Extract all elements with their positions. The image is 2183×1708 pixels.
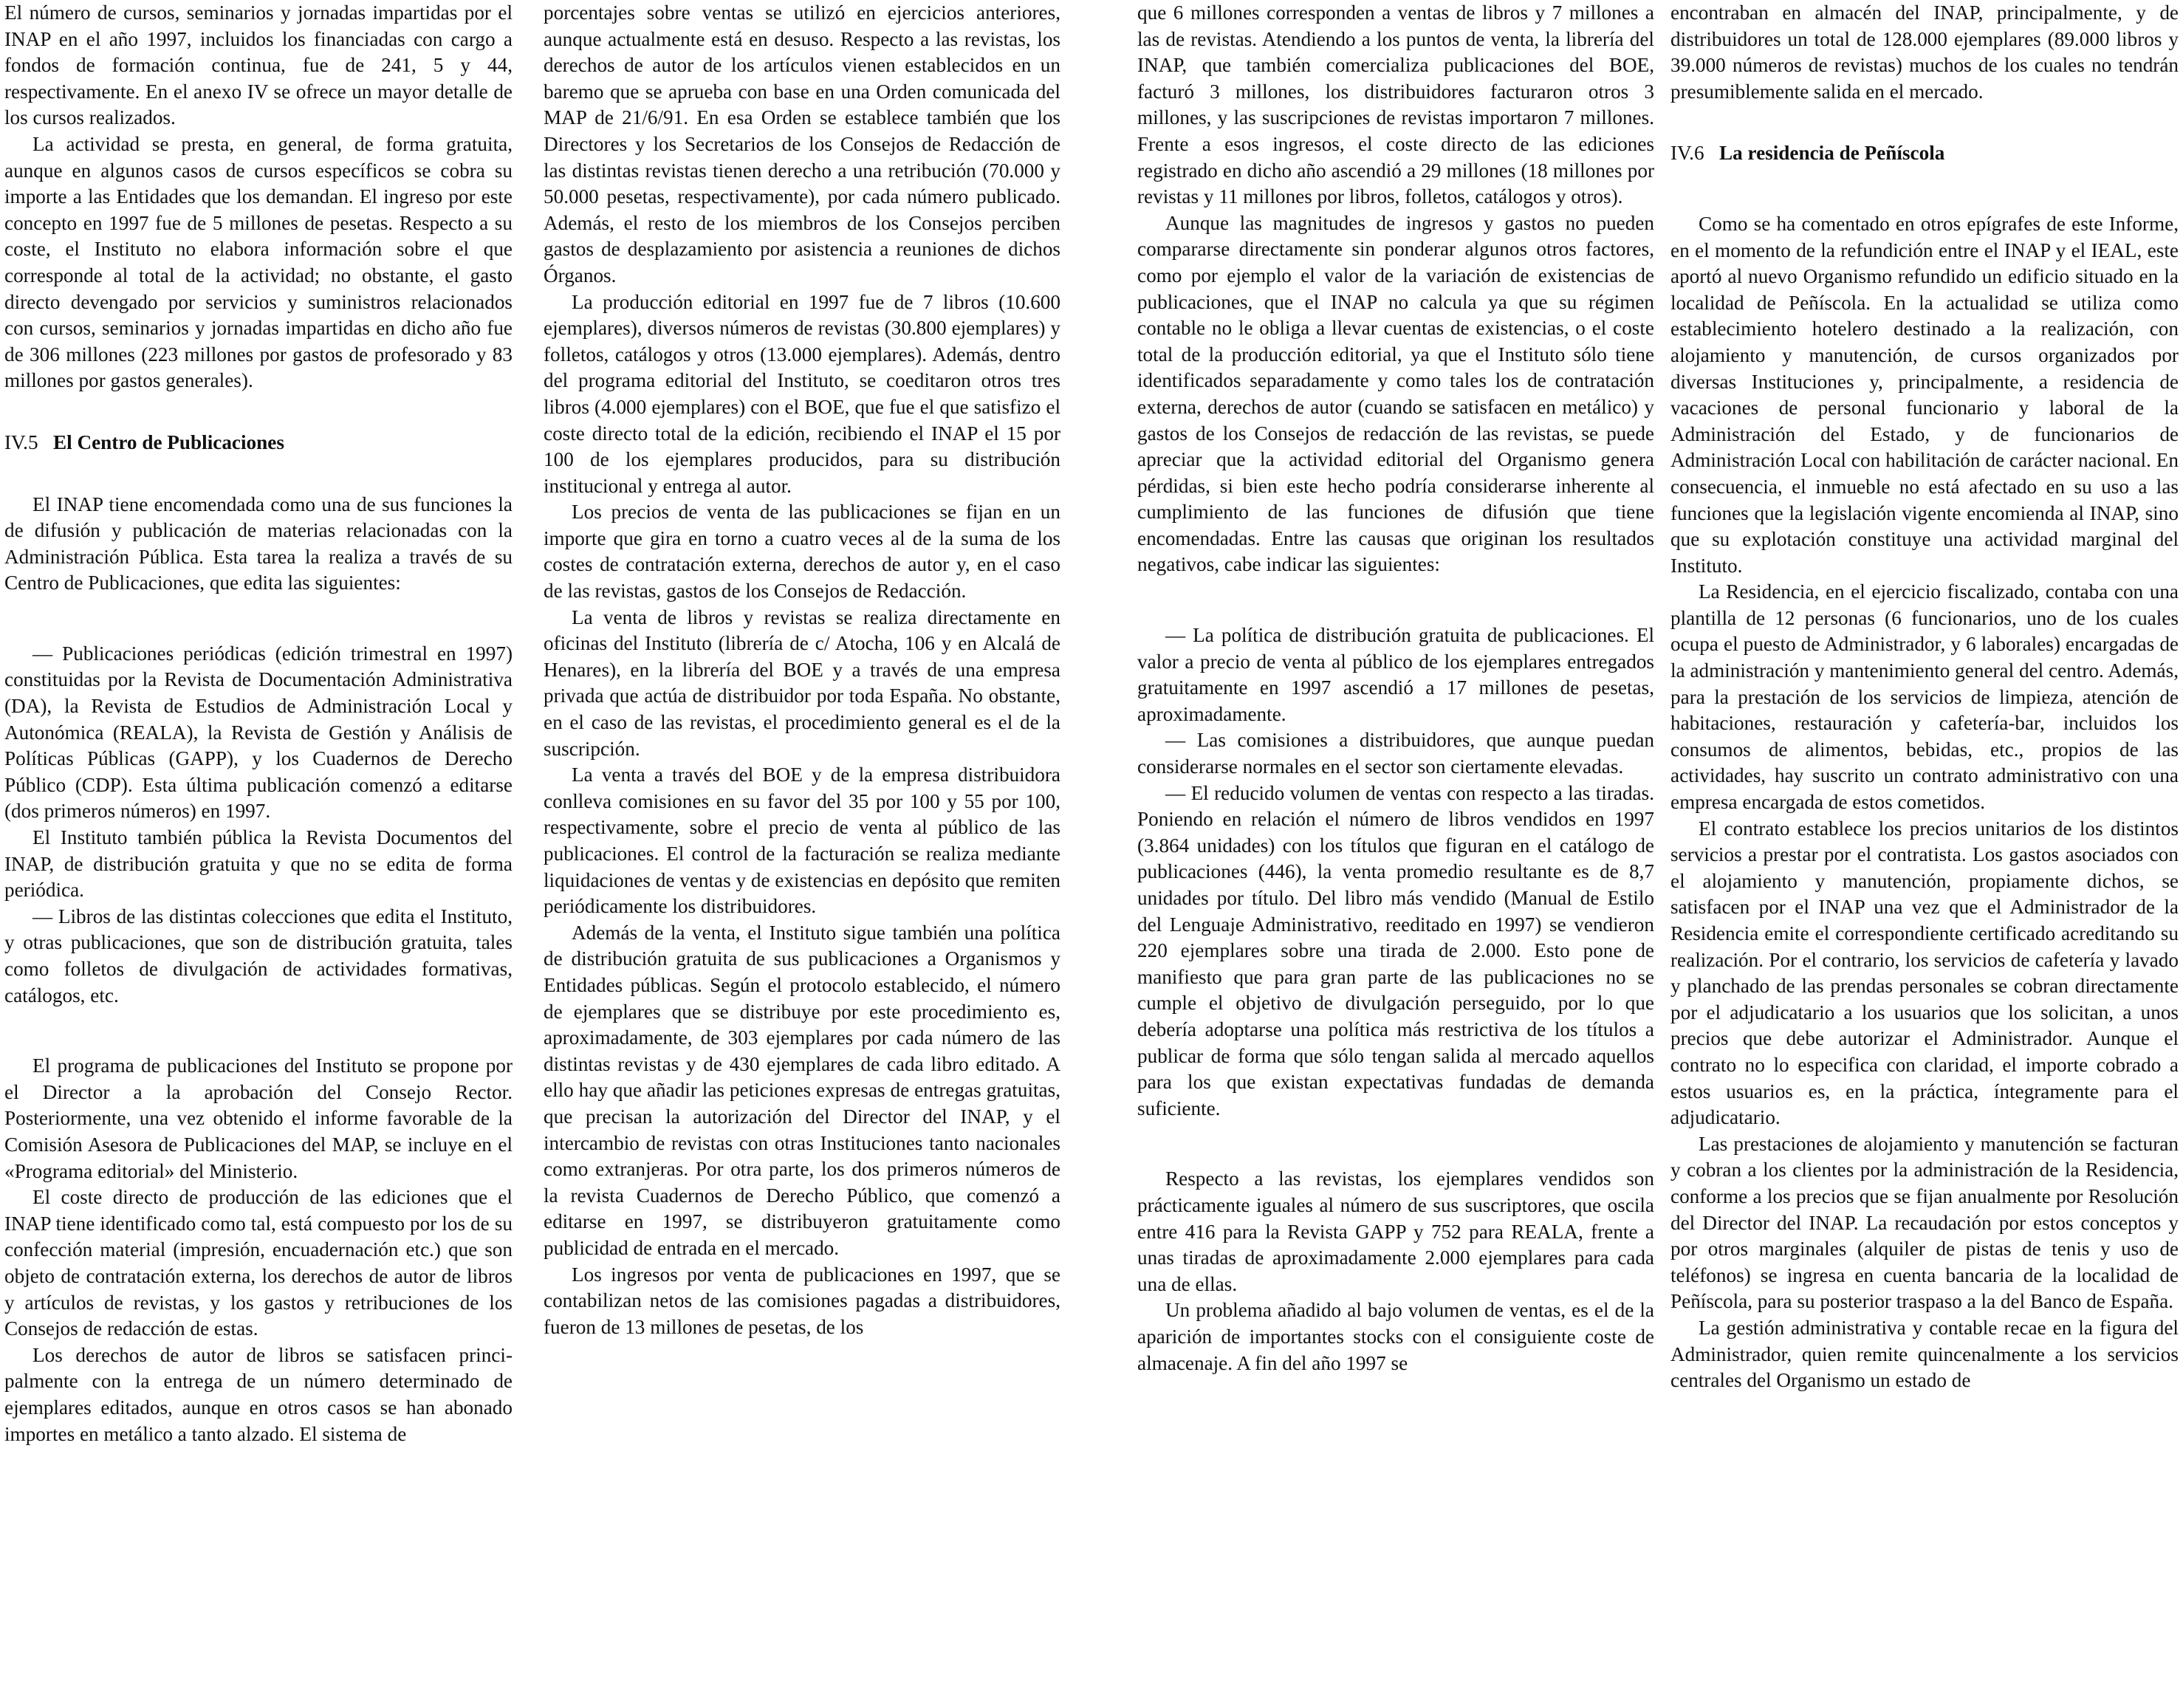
section-heading	[4, 430, 513, 456]
spacer	[1137, 1122, 1654, 1166]
paragraph: — Las comisiones a distribuidores, que aunque puedan considerarse normales en el sector son ciertamente elevadas.	[1137, 729, 1654, 778]
paragraph: El número de cursos, seminarios y jornadas impartidas por el INAP en el año 1997, incluidos los financiadas con cargo a fondos de formación continua, fue de 241, 5 y 44, respectivamente. En el anexo IV se ofrece un mayor detalle de los cursos realizados.	[4, 1, 513, 129]
paragraph: Aunque las magnitudes de ingresos y gastos no pueden compararse directamente sin ponderar algunos otros factores, como por ejemplo el valor de la variación de existencias de publicaciones, que el INAP no calcula ya que su régimen contable no le obliga a llevar cuentas de existencias, o el coste total de la producción editorial, ya que el Instituto sólo tiene identificados separadamente y como tales los de contratación externa, derechos de autor (cuando se satisfacen en metálico) y gastos de los Consejos de redacción de las revistas, se puede apreciar que la actividad editorial del Organismo genera pérdidas, si bien este hecho podría considerarse inherente al cumplimiento de las funciones de difusión que tiene encomendadas. Entre las causas que originan los resultados negativos, cabe indicar las siguientes:	[1137, 211, 1654, 576]
spacer	[1137, 578, 1654, 623]
paragraph: Respecto a las revistas, los ejemplares vendidos son prácticamente iguales al número de sus suscriptores, que oscila entre 416 para la Revista GAPP y 752 para REALA, frente a unas tiradas de aproximadamente 2.000 ejemplares para cada una de ellas.	[1137, 1167, 1654, 1295]
text-column-4	[1670, 0, 2179, 1708]
paragraph: El Instituto también pública la Revista Documentos del INAP, de distribución gratuita y que no se edita de forma periódica.	[4, 826, 513, 902]
paragraph: La Residencia, en el ejercicio fiscalizado, contaba con una plantilla de 12 personas (6 funcionarios, uno de los cuales ocupa el puesto de Administrador, y 6 laborales) encargadas de la administración y mantenimiento general del centro. Además, para la prestación de los servicios de limpieza, atención de habitaciones, restauración y cafetería-bar, incluidos los consumos de alimentos, bebidas, etc., propios de las actividades, hay suscrito un contrato administrativo con una empresa encargada de estos cometidos.	[1670, 580, 2179, 814]
text-column-2	[544, 0, 1060, 1708]
paragraph: — La política de distribución gratuita de publicaciones. El valor a precio de venta al público de los ejemplares entregados gratuitamente en 1997 ascendió a 17 millones de pesetas, aproximadamente.	[1137, 624, 1654, 725]
paragraph: — Libros de las distintas colecciones que edita el Instituto, y otras publicaciones, que son de distribución gratuita, tales como folletos de divulgación de actividades formativas, catálogos, etc.	[4, 905, 513, 1006]
paragraph: La actividad se presta, en general, de forma gratuita, aunque en algunos casos de cursos específicos se cobra su importe a las Entidades que los demandan. El ingreso por este concepto en 1997 fue de 5 millones de pesetas. Respecto a su coste, el Instituto no elabora información sobre el que corresponde al total de la actividad; no obstante, el gasto directo devengado por servicios y suministros relacionados con cursos, seminarios y jornadas impartidas en dicho año fue de 306 millones (223 millones por gastos de profesorado y 83 millones por gastos generales).	[4, 132, 513, 392]
paragraph: Los ingresos por venta de publicaciones en 1997, que se contabilizan netos de las comisiones pagadas a distribuidores, fueron de 13 millones de pesetas, de los	[544, 1263, 1060, 1338]
paragraph: Además de la venta, el Instituto sigue también una política de distribución gratuita de sus publicaciones a Organismos y Entidades públicas. Según el protocolo establecido, el número de ejemplares que se distribuye por este procedimiento es, aproximadamente, de 303 ejemplares por cada número de las distintas revistas y de 430 ejemplares de cada libro editado. A ello hay que añadir las peticiones expresas de entregas gratuitas, que precisan la autorización del Director del INAP, y el intercambio de revistas con otras Instituciones tanto nacionales como extranjeras. Por otra parte, los dos primeros números de la revista Cuadernos de Derecho Público, que comenzó a editarse en 1997, se distribuyeron gratuitamente como publicidad de entrada en el mercado.	[544, 921, 1060, 1259]
paragraph: porcentajes sobre ventas se utilizó en ejercicios anteriores, aunque actualmente está en desuso. Respecto a las revistas, los derechos de autor de los artículos vienen establecidos en un baremo que se aprueba con base en una Orden comunicada del MAP de 21/6/91. En esa Orden se establece también que los Directores y los Secretarios de los Consejos de Redacción de las distintas revistas tienen derecho a una retribución (70.000 y 50.000 pesetas, respectivamente), por cada número publicado. Además, el resto de los miembros de los Consejos perciben gastos de desplazamiento por asistencia a reuniones de dichos Órganos.	[544, 1, 1060, 287]
paragraph: El coste directo de producción de las ediciones que el INAP tiene identificado como tal, está compuesto por los de su confección material (impresión, encuadernación etc.) que son objeto de contratación externa, los derechos de autor de libros y artículos de revistas, y los gastos y retribuciones de los Consejos de redacción de estas.	[4, 1186, 513, 1340]
paragraph: La producción editorial en 1997 fue de 7 libros (10.600 ejemplares), diversos números de revistas (30.800 ejemplares) y folletos, catálogos y otros (13.000 ejemplares). Además, dentro del programa editorial del Instituto, se coeditaron otros tres libros (4.000 ejemplares) con el BOE, que fue el que satisfizo el coste directo total de la edición, recibiendo el INAP el 15 por 100 de los ejemplares producidos, para su distribución institucional y entrega al autor.	[544, 290, 1060, 497]
paragraph: — El reducido volumen de ventas con respecto a las tiradas. Poniendo en relación el número de libros vendidos en 1997 (3.864 unidades) con los títulos que figuran en el catálogo de publicaciones (446), la venta promedio resultante es de 8,7 unidades por título. Del libro más vendido (Manual de Estilo del Lenguaje Administrativo, reeditado en 1997) se vendieron 220 ejemplares sobre una tirada de 2.000. Esto pone de manifiesto que para gran parte de las publicaciones no se cumple el objetivo de divulgación perseguido, por lo que debería adoptarse una política más restrictiva de los títulos a publicar de forma que sólo tengan salida al mercado aquellos para los que existan expectativas fundadas de demanda suficiente.	[1137, 781, 1654, 1119]
paragraph: La gestión administrativa y contable recae en la figura del Administrador, quien remite quincenalmente a los servicios centrales del Organismo un estado de	[1670, 1316, 2179, 1392]
paragraph: La venta a través del BOE y de la empresa distribuidora conlleva comisiones en su favor del 35 por 100 y 55 por 100, respectivamente, sobre el precio de venta al público de las publicaciones. El control de la facturación se realiza mediante liquidaciones de ventas y de existencias en depósito que remiten periódicamente los distribuidores.	[544, 764, 1060, 918]
spacer	[4, 456, 513, 492]
paragraph: La venta de libros y revistas se realiza directamente en oficinas del Instituto (librería de c/ Atocha, 106 y en Alcalá de Henares), en la librería del BOE y a través de una empresa privada que actúa de distribuidor por toda España. No obstante, en el caso de las revistas, el procedimiento general es el de la suscripción.	[544, 606, 1060, 760]
paragraph: El programa de publicaciones del Instituto se propone por el Director a la aprobación del Consejo Rector. Posteriormente, una vez obtenido el informe favorable de la Comisión Asesora de Publicaciones del MAP, se incluye en el «Programa editorial» del Ministerio.	[4, 1054, 513, 1182]
text-column-1	[4, 0, 513, 1708]
paragraph: — Publicaciones periódicas (edición trimestral en 1997) constituidas por la Revista de Documentación Administrativa (DA), la Revista de Estudios de Administración Local y Autonómica (REALA), la Revista de Gestión y Análisis de Políticas Públicas (GAPP), y los Cuadernos de Derecho Público (CDP). Esta última publicación comenzó a editarse (dos primeros números) en 1997.	[4, 642, 513, 823]
section-number: IV.6	[1670, 142, 1704, 165]
section-number: IV.5	[4, 431, 38, 453]
paragraph: El INAP tiene encomendada como una de sus funciones la de difusión y publicación de materias relacionadas con la Administración Pública. Esta tarea la realiza a través de su Centro de Publicaciones, que edita las siguientes:	[4, 493, 513, 594]
paragraph: Los precios de venta de las publicaciones se fijan en un importe que gira en torno a cuatro veces al de la suma de los costes de contratación externa, derechos de autor y, en el caso de las revistas, gastos de los Consejos de Redacción.	[544, 501, 1060, 603]
paragraph: Los derechos de autor de libros se satisfacen principalmente con la entrega de un número determinado de ejemplares editados, aunque en otros casos se han abonado importes en metálico a tanto alzado. El sistema de	[4, 1343, 513, 1445]
paragraph: El contrato establece los precios unitarios de los distintos servicios a prestar por el contratista. Los gastos asociados con el alojamiento y manutención, propiamente dichos, se satisfacen por el INAP una vez que el Administrador de la Residencia emite el correspondiente certificado acreditando su realización. Por el contrario, los servicios de cafetería y lavado y planchado de las prendas personales se cobran directamente por el adjudicatario a los usuarios que los solicitan, a unos precios que debe autorizar el Administrador. Aunque el contrato no lo especifica con claridad, el importe cobrado a estos usuarios es, en la práctica, íntegramente para el adjudicatario.	[1670, 817, 2179, 1129]
paragraph: Un problema añadido al bajo volumen de ventas, es el de la aparición de importantes stocks con el consiguiente coste de almacenaje. A fin del año 1997 se	[1137, 1299, 1654, 1374]
text-column-3	[1137, 0, 1654, 1708]
section-heading	[1670, 140, 2179, 167]
paragraph: Como se ha comentado en otros epígrafes de este Informe, en el momento de la refundición entre el INAP y el IEAL, este aportó al nuevo Organismo refundido un edificio situado en la localidad de Peñíscola. En la actualidad se utiliza como establecimiento hotelero destinado a la realización, con alojamiento y manutención, de cursos organizados por diversas Instituciones y, principalmente, a residencia de vacaciones de personal funcionario y laboral de la Administración del Estado, y de funcionarios de Administración Local con habilitación de carácter nacional. En consecuencia, el inmueble no está afectado en su uso a las funciones que la legislación vigente encomienda al INAP, sino que su explotación constituye una actividad marginal del Instituto.	[1670, 212, 2179, 577]
spacer	[1670, 167, 2179, 211]
spacer	[4, 394, 513, 430]
spacer	[4, 597, 513, 641]
paragraph: que 6 millones corresponden a ventas de libros y 7 millones a las de revistas. Atendiendo a los puntos de venta, la librería del INAP, que también comercializa publicaciones del BOE, facturó 3 millones, los distribuidores facturaron otros 3 millones, y las suscripciones de revistas importaron 7 millones. Frente a esos ingresos, el coste directo de las ediciones registrado en dicho año ascendió a 29 millones (18 millones por revistas y 11 millones por libros, folletos, catálogos y otros).	[1137, 1, 1654, 208]
spacer	[1670, 105, 2179, 140]
spacer	[4, 1009, 513, 1053]
paragraph: encontraban en almacén del INAP, principalmente, y de distribuidores un total de 128.000 ejemplares (89.000 libros y 39.000 números de revistas) muchos de los cuales no tendrán presumiblemente salida en el mercado.	[1670, 1, 2179, 103]
section-title: La residencia de Peñíscola	[1719, 142, 1945, 165]
section-title: El Centro de Publicaciones	[53, 431, 284, 453]
paragraph: Las prestaciones de alojamiento y manutención se facturan y cobran a los clientes por la administración de la Residencia, conforme a los precios que se fijan anualmente por Resolución del Director del INAP. La recaudación por estos conceptos y por otros marginales (alquiler de pistas de tenis y uso de teléfonos) se ingresa en cuenta bancaria de la localidad de Peñíscola, para su posterior traspaso a la del Banco de España.	[1670, 1132, 2179, 1313]
